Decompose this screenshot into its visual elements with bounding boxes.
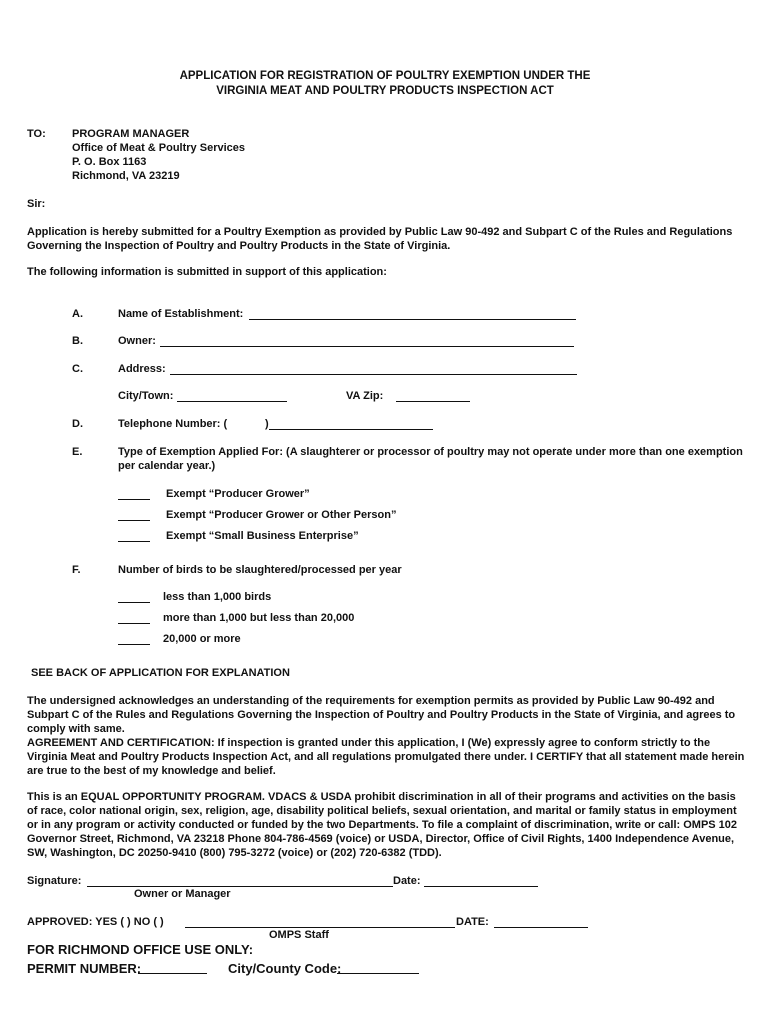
birds-under-1000-blank[interactable] xyxy=(118,601,150,603)
signature-date-field[interactable] xyxy=(424,885,538,887)
support-line: The following information is submitted in support of this application: xyxy=(27,266,387,278)
address-label: Address: xyxy=(118,363,166,375)
item-a-letter: A. xyxy=(72,308,83,320)
recipient-title: PROGRAM MANAGER xyxy=(72,128,190,140)
exemption-other-person-blank[interactable] xyxy=(118,519,150,521)
zip-field[interactable] xyxy=(396,400,470,402)
county-code-field[interactable] xyxy=(337,972,419,974)
exemption-producer-grower-blank[interactable] xyxy=(118,498,150,500)
office-use-heading: FOR RICHMOND OFFICE USE ONLY: xyxy=(27,942,254,957)
item-f-letter: F. xyxy=(72,564,81,576)
permit-number-field[interactable] xyxy=(138,972,207,974)
telephone-label: Telephone Number: ( xyxy=(118,418,228,430)
agreement-paragraph: AGREEMENT AND CERTIFICATION: If inspection is granted under this application, I (We) expressly agree to conform strictly to the Virginia Meat and Poultry Products Inspection Act, and all regulations promulgated there under. I CERTIFY that all statement made herein are true to the best of my knowledge and belief. xyxy=(27,737,745,777)
city-town-field[interactable] xyxy=(177,400,287,402)
owner-field[interactable] xyxy=(160,345,574,347)
exemption-producer-grower-label: Exempt “Producer Grower” xyxy=(166,488,310,500)
address-field[interactable] xyxy=(170,373,577,375)
recipient-city: Richmond, VA 23219 xyxy=(72,170,180,182)
bird-count-label: Number of birds to be slaughtered/processed per year xyxy=(118,564,402,576)
item-e-letter: E. xyxy=(72,446,83,458)
signature-field[interactable] xyxy=(87,885,393,887)
salutation: Sir: xyxy=(27,198,46,210)
birds-over-20000-blank[interactable] xyxy=(118,643,150,645)
recipient-po-box: P. O. Box 1163 xyxy=(72,156,147,168)
birds-under-1000-label: less than 1,000 birds xyxy=(163,591,272,603)
signature-date-label: Date: xyxy=(393,875,421,887)
approved-date-field[interactable] xyxy=(494,926,588,928)
approved-staff-field[interactable] xyxy=(185,926,455,928)
exemption-small-business-blank[interactable] xyxy=(118,540,150,542)
signature-label: Signature: xyxy=(27,875,82,887)
approved-label: APPROVED: YES ( ) NO ( ) xyxy=(27,916,164,928)
permit-number-label: PERMIT NUMBER: xyxy=(27,961,142,976)
item-c-letter: C. xyxy=(72,363,83,375)
birds-1000-20000-label: more than 1,000 but less than 20,000 xyxy=(163,612,355,624)
establishment-name-label: Name of Establishment: xyxy=(118,308,244,320)
county-code-label: City/County Code: xyxy=(228,961,342,976)
exemption-type-label-line-2: per calendar year.) xyxy=(118,460,216,472)
approved-date-label: DATE: xyxy=(456,916,489,928)
telephone-paren: ) xyxy=(265,418,269,430)
exemption-other-person-label: Exempt “Producer Grower or Other Person” xyxy=(166,509,397,521)
signature-caption: Owner or Manager xyxy=(134,888,231,900)
city-town-label: City/Town: xyxy=(118,390,174,402)
approved-caption: OMPS Staff xyxy=(269,929,329,941)
acknowledgement-paragraph: The undersigned acknowledges an understanding of the requirements for exemption permits as provided by Public Law 90-492 and Subpart C of the Rules and Regulations Governing the Inspection of Poultry and Poultry Products in the State of Virginia, and agrees to comply with same. xyxy=(27,695,736,735)
birds-over-20000-label: 20,000 or more xyxy=(163,633,241,645)
exemption-small-business-label: Exempt “Small Business Enterprise” xyxy=(166,530,359,542)
recipient-office: Office of Meat & Poultry Services xyxy=(72,142,245,154)
exemption-type-label-line-1: Type of Exemption Applied For: (A slaughterer or processor of poultry may not operate under more than one exemption xyxy=(118,446,743,458)
owner-label: Owner: xyxy=(118,335,156,347)
form-title-line-1: APPLICATION FOR REGISTRATION OF POULTRY EXEMPTION UNDER THE xyxy=(179,70,591,82)
to-label: TO: xyxy=(27,128,46,140)
intro-paragraph: Application is hereby submitted for a Poultry Exemption as provided by Public Law 90-492 and Subpart C of the Rules and Regulations Governing the Inspection of Poultry and Poultry Products in the State of Virginia. xyxy=(27,226,733,252)
form-title-line-2: VIRGINIA MEAT AND POULTRY PRODUCTS INSPECTION ACT xyxy=(216,85,554,97)
telephone-field[interactable] xyxy=(269,428,433,430)
establishment-name-field[interactable] xyxy=(249,318,576,320)
item-b-letter: B. xyxy=(72,335,83,347)
birds-1000-20000-blank[interactable] xyxy=(118,622,150,624)
equal-opportunity-paragraph: This is an EQUAL OPPORTUNITY PROGRAM. VDACS & USDA prohibit discrimination in all of their programs and activities on the basis of race, color national origin, sex, religion, age, disability political beliefs, sexual orientation, and marital or family status in employment or in any program or activity conducted or funded by the two Departments. To file a complaint of discrimination, write or call: OMPS 102 Governor Street, Richmond, VA 23218 Phone 804-786-4569 (voice) or USDA, Director, Office of Civil Rights, 1400 Independence Avenue, SW, Washington, DC 20250-9410 (800) 795-3272 (voice) or (202) 720-6382 (TDD). xyxy=(27,791,738,859)
item-d-letter: D. xyxy=(72,418,83,430)
see-back-note: SEE BACK OF APPLICATION FOR EXPLANATION xyxy=(31,667,290,679)
zip-label: VA Zip: xyxy=(346,390,384,402)
